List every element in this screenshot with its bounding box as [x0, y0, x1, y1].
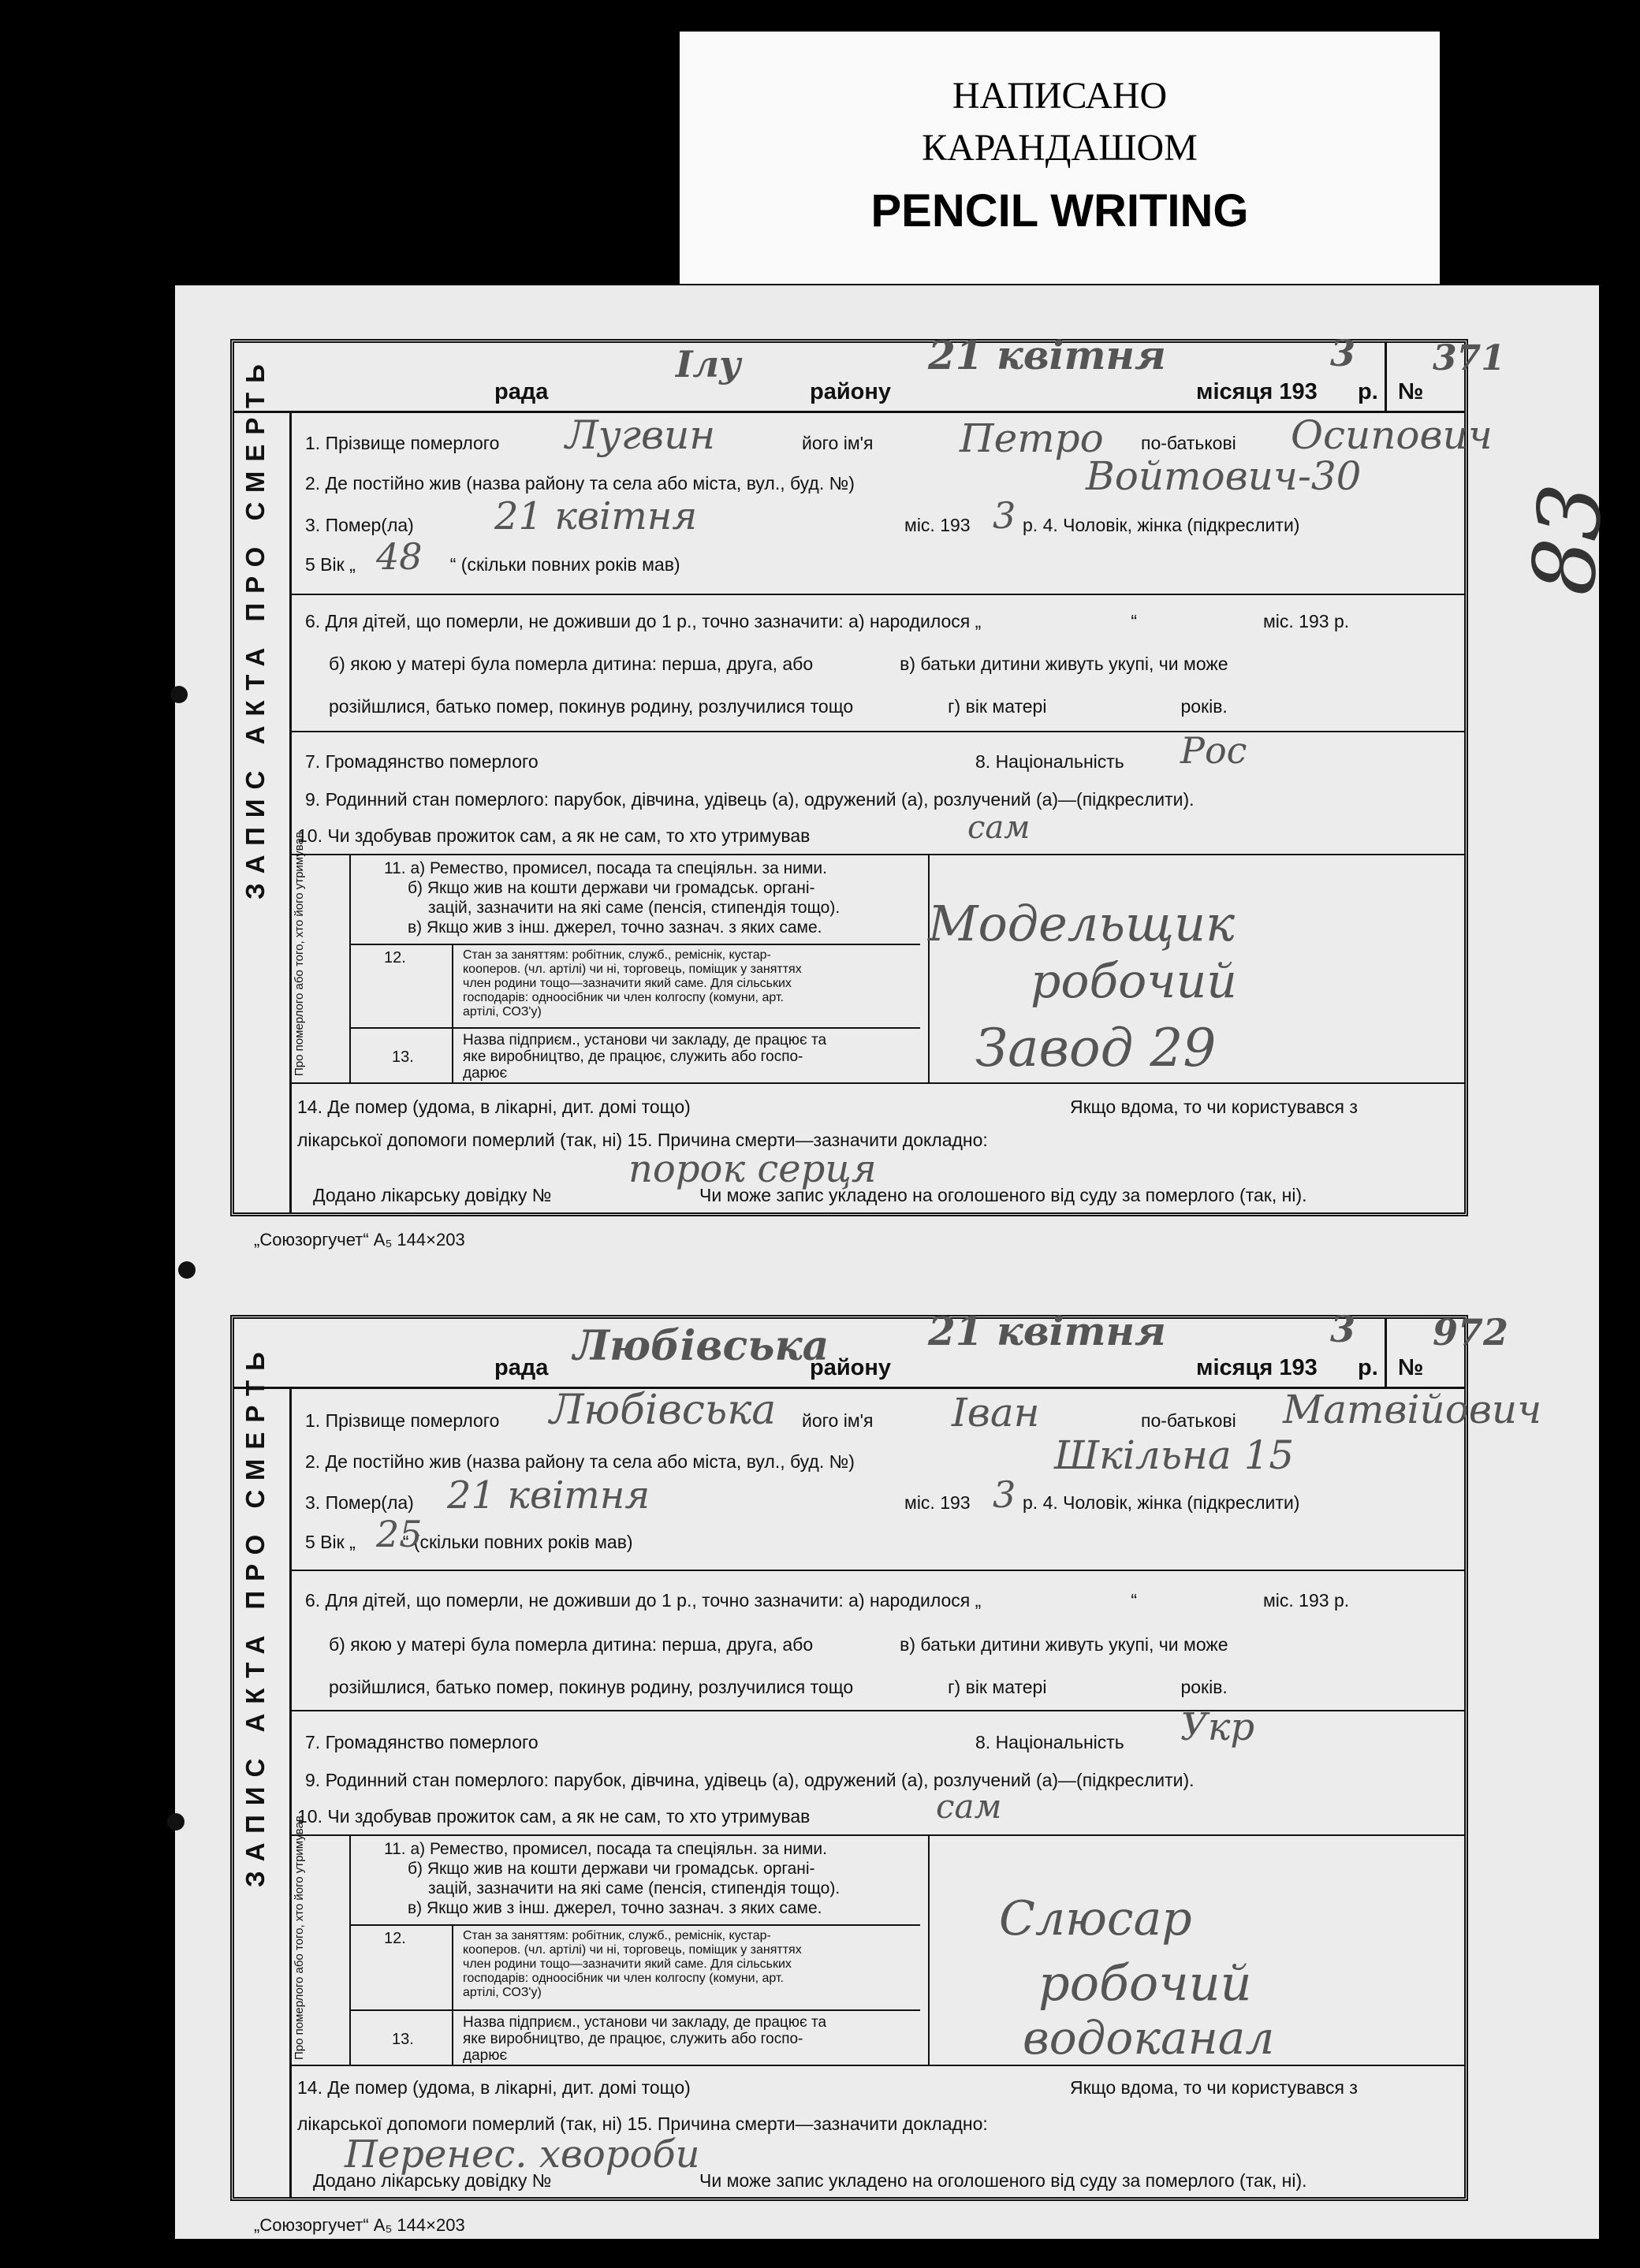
hw-year-digit: 3	[1330, 332, 1356, 374]
field-5-age-label	[305, 554, 680, 575]
hw-surname: Лугвин	[565, 412, 716, 458]
sub-divider	[349, 1834, 351, 2065]
number-label: №	[1398, 1355, 1424, 1380]
f12a: Стан за заняттям: робітник, служб., реміснік, кустар-	[463, 1929, 771, 1942]
field-1-patronymic-label: по-батькові	[1141, 433, 1236, 453]
f6c: міс. 193 р.	[1262, 611, 1350, 631]
side-bar	[234, 1343, 292, 2197]
f13a: Назва підприєм., установи чи закладу, де працює та	[463, 1032, 827, 1048]
field-2-address-label: 2. Де постійно жив (назва району та села або міста, вул., буд. №)	[305, 473, 855, 493]
field-10-support: 10. Чи здобував прожиток сам, а як не сам, то хто утримував	[297, 1806, 811, 1827]
f6h: років.	[1180, 696, 1228, 717]
hw-occupation: Слюсар	[999, 1891, 1192, 1946]
sub-divider	[349, 854, 351, 1082]
field-5-age-label	[305, 1532, 633, 1553]
hw-age: 25	[376, 1513, 423, 1555]
hw-first-name: Петро	[960, 415, 1104, 461]
f12b: кооперов. (чл. артілі) чи ні, торговець, поміщик у заняттях	[463, 963, 802, 976]
f6a: 6. Для дітей, що померли, не доживши до 1 р., точно зазначити: а) народилося „	[305, 611, 982, 631]
f13a: Назва підприєм., установи чи закладу, де працює та	[463, 2014, 827, 2031]
f13c: дарює	[463, 1065, 508, 1082]
f11a: 11. а) Ремество, промисел, посада та спеціяльн. за ними.	[384, 1840, 827, 1858]
f6e: в) батьки дитини живуть укупі, чи може	[900, 654, 1228, 674]
divider	[289, 1834, 1464, 1836]
form-header	[234, 332, 1505, 413]
f6d: б) якою у матері була померла дитина: перша, друга, або	[329, 654, 814, 674]
field-6b	[329, 654, 1228, 675]
f12d: господарів: одноосібник чи член колгоспу (комуни, арт.	[463, 991, 784, 1004]
f12a: Стан за заняттям: робітник, служб., реміснік, кустар-	[463, 948, 771, 962]
f12e: артілі, СОЗ'у)	[463, 1986, 542, 1999]
field-3-month-label: міс. 193	[904, 515, 971, 535]
hw-cause-of-death: порок серця	[628, 1147, 877, 1191]
hw-nationality: Укр	[1180, 1705, 1255, 1749]
hw-record-number: 972	[1433, 1311, 1509, 1354]
field-12-block	[463, 948, 802, 1019]
age-open: 5 Вік „	[305, 1532, 356, 1552]
field-6a	[305, 1590, 1349, 1611]
hw-status: робочий	[1038, 1954, 1252, 2012]
f13b: яке виробництво, де працює, служить або госпо-	[463, 1048, 803, 1065]
f13-num: 13.	[392, 1048, 414, 1066]
field-1-patronymic-label: по-батькові	[1141, 1410, 1236, 1431]
col-divider	[928, 1834, 930, 2065]
divider	[289, 2065, 1464, 2066]
district-label: району	[810, 379, 892, 404]
field-6c	[329, 1677, 1228, 1698]
f12-num: 12.	[384, 1930, 406, 1947]
f13c: дарює	[463, 2047, 508, 2064]
side-bar	[234, 355, 292, 1212]
f11d: в) Якщо жив з інш. джерел, точно зазнач. з яких саме.	[408, 1899, 822, 1917]
f6b: “	[1131, 1590, 1137, 1611]
punch-hole	[178, 1261, 196, 1279]
field-14-place: 14. Де помер (удома, в лікарні, дит. домі тощо)	[297, 2077, 691, 2098]
month-label: місяця 193	[1196, 379, 1318, 404]
field-3-died-label: 3. Помер(ла)	[305, 1492, 414, 1513]
field-15-cause: лікарської допомоги померлий (так, ні) 15. Причина смерти—зазначити докладно:	[297, 1130, 988, 1150]
f13b: яке виробництво, де працює, служить або госпо-	[463, 2031, 803, 2047]
field-8-nationality: 8. Національність	[975, 1732, 1124, 1752]
hw-age: 48	[376, 535, 423, 578]
f11c: зацій, зазначити на які саме (пенсія, стипендія тощо).	[428, 1879, 840, 1897]
field-2-address-label: 2. Де постійно жив (назва району та села або міста, вул., буд. №)	[305, 1451, 855, 1472]
divider	[289, 854, 1464, 855]
divider	[289, 731, 1464, 732]
pencil-writing-stamp	[680, 32, 1440, 284]
field-16-certificate: Додано лікарську довідку №	[313, 2170, 552, 2191]
field-3-died-label: 3. Помер(ла)	[305, 515, 414, 535]
age-open: 5 Вік „	[305, 554, 356, 575]
field-14-place: 14. Де помер (удома, в лікарні, дит. домі тощо)	[297, 1097, 691, 1117]
hw-support: сам	[936, 1787, 1002, 1826]
hw-workplace: Завод 29	[975, 1018, 1217, 1078]
f6f: розійшлися, батько помер, покинув родину, розлучилися тощо	[329, 696, 854, 717]
sub-side-title: Про померлого або того, хто його утримував	[293, 1816, 306, 2060]
f6a: 6. Для дітей, що померли, не доживши до 1 р., точно зазначити: а) народилося „	[305, 1590, 982, 1611]
age-close: “ (скільки повних років мав)	[402, 1532, 633, 1552]
field-1-name-label: його ім'я	[802, 433, 874, 453]
f6f: розійшлися, батько помер, покинув родину, розлучилися тощо	[329, 1677, 854, 1697]
field-4-sex-label: р. 4. Чоловік, жінка (підкреслити)	[1023, 515, 1300, 535]
hw-death-date: 21 квітня	[447, 1473, 650, 1518]
field-12-block	[463, 1929, 802, 2000]
field-4-sex-label: р. 4. Чоловік, жінка (підкреслити)	[1023, 1492, 1300, 1513]
margin-note: 83	[1512, 479, 1623, 599]
field-16-court: Чи може запис укладено на оголошеного від суду за померлого (так, ні).	[699, 2170, 1307, 2191]
divider	[289, 1570, 1464, 1571]
sub-side-title: Про померлого або того, хто його утримував	[293, 832, 306, 1076]
side-title: ЗАПИС АКТА ПРО СМЕРТЬ	[240, 355, 270, 899]
hw-death-year: 3	[993, 494, 1016, 537]
side-title: ЗАПИС АКТА ПРО СМЕРТЬ	[240, 1343, 270, 1887]
f12c: член родини тощо—зазначити який саме. Для сільських	[463, 977, 792, 990]
field-9-marital: 9. Родинний стан померлого: парубок, дівчина, удівець (а), одружений (а), розлучений (а)—(підкреслити).	[305, 1770, 1195, 1790]
divider	[289, 1710, 1464, 1711]
hw-patronymic: Осипович	[1291, 412, 1493, 458]
col-divider	[928, 854, 930, 1082]
field-16-court: Чи може запис укладено на оголошеного від суду за померлого (так, ні).	[699, 1185, 1307, 1205]
field-11-block	[384, 1839, 840, 1918]
hw-occupation: Модельщик	[928, 895, 1236, 952]
f6g: г) вік матері	[948, 1677, 1047, 1697]
hw-patronymic: Матвійович	[1283, 1387, 1542, 1432]
f13-num: 13.	[392, 2031, 414, 2048]
stamp-line-3: PENCIL WRITING	[870, 185, 1249, 236]
printer-mark: „Союзоргучет“ А₅ 144×203	[254, 2215, 465, 2235]
hw-record-number: 371	[1433, 338, 1505, 378]
field-1-surname-label: 1. Прізвище померлого	[305, 433, 500, 453]
year-suffix: р.	[1358, 379, 1378, 404]
district-label: району	[810, 1355, 892, 1380]
council-label: рада	[494, 1355, 549, 1380]
f12d: господарів: одноосібник чи член колгоспу (комуни, арт.	[463, 1972, 784, 1985]
hw-death-year: 3	[993, 1473, 1016, 1516]
month-label: місяця 193	[1196, 1355, 1318, 1380]
field-6c	[329, 696, 1228, 717]
f6c: міс. 193 р.	[1262, 1590, 1350, 1611]
divider	[349, 1027, 920, 1029]
divider	[349, 2009, 920, 2011]
hw-first-name: Іван	[952, 1390, 1040, 1436]
council-label: рада	[494, 379, 549, 404]
field-6a	[305, 611, 1349, 632]
hw-day-month: 21 квітня	[928, 1308, 1166, 1354]
divider	[349, 944, 920, 945]
f11d: в) Якщо жив з інш. джерел, точно зазнач. з яких саме.	[408, 918, 822, 937]
field-7-citizenship: 7. Громадянство померлого	[305, 751, 539, 772]
stamp-line-1: НАПИСАНО	[952, 75, 1168, 117]
f12b: кооперов. (чл. артілі) чи ні, торговець, поміщик у заняттях	[463, 1943, 802, 1957]
field-14-home: Якщо вдома, то чи користувався з	[1070, 1097, 1358, 1117]
hw-support: сам	[967, 810, 1031, 846]
field-11-block	[384, 858, 840, 937]
f11b: б) Якщо жив на кошти держави чи громадськ. органі-	[408, 879, 815, 897]
hw-status: робочий	[1031, 954, 1237, 1009]
hw-death-date: 21 квітня	[494, 494, 698, 538]
number-label: №	[1398, 379, 1424, 404]
num-divider	[452, 944, 453, 1082]
field-13-block	[463, 2014, 826, 2064]
year-suffix: р.	[1358, 1355, 1378, 1380]
f6h: років.	[1180, 1677, 1228, 1697]
printer-mark: „Союзоргучет“ А₅ 144×203	[254, 1230, 465, 1249]
hw-council: Любівська	[573, 1322, 829, 1370]
divider	[289, 1082, 1464, 1084]
form-header	[234, 1308, 1509, 1389]
divider	[289, 594, 1464, 595]
divider	[349, 1924, 920, 1926]
hw-surname: Любівська	[550, 1387, 777, 1434]
hw-workplace: водоканал	[1023, 2011, 1275, 2065]
punch-hole	[170, 686, 188, 703]
field-1-name-label: його ім'я	[802, 1410, 874, 1431]
field-16-certificate: Додано лікарську довідку №	[313, 1185, 552, 1205]
stamp-line-2: КАРАНДАШОМ	[922, 127, 1198, 169]
field-15-cause: лікарської допомоги померлий (так, ні) 15. Причина смерти—зазначити докладно:	[297, 2113, 988, 2134]
f11c: зацій, зазначити на які саме (пенсія, стипендія тощо).	[428, 899, 840, 917]
f12-num: 12.	[384, 949, 406, 966]
field-7-citizenship: 7. Громадянство померлого	[305, 1732, 539, 1752]
hw-nationality: Рос	[1180, 729, 1247, 772]
death-record-form-1	[230, 332, 1505, 1216]
f11b: б) Якщо жив на кошти держави чи громадськ. органі-	[408, 1860, 815, 1878]
f6b: “	[1131, 611, 1137, 631]
death-record-form-2	[230, 1308, 1542, 2201]
hw-cause-of-death: Перенес. хвороби	[345, 2132, 700, 2177]
f11a: 11. а) Ремество, промисел, посада та спеціяльн. за ними.	[384, 859, 827, 877]
f6g: г) вік матері	[948, 696, 1047, 717]
f6e: в) батьки дитини живуть укупі, чи може	[900, 1634, 1228, 1655]
field-3-month-label: міс. 193	[904, 1492, 971, 1513]
f12c: член родини тощо—зазначити який саме. Для сільських	[463, 1957, 792, 1971]
punch-hole	[167, 1813, 184, 1830]
field-9-marital: 9. Родинний стан померлого: парубок, дівчина, удівець (а), одружений (а), розлучений (а)—(підкреслити).	[305, 789, 1195, 810]
f12e: артілі, СОЗ'у)	[463, 1005, 542, 1019]
field-14-home: Якщо вдома, то чи користувався з	[1070, 2077, 1358, 2098]
f6d: б) якою у матері була померла дитина: перша, друга, або	[329, 1634, 814, 1655]
field-1-surname-label: 1. Прізвище померлого	[305, 1410, 500, 1431]
field-6b	[329, 1634, 1228, 1655]
hw-address: Войтович-30	[1086, 453, 1362, 499]
hw-year-digit: 3	[1330, 1308, 1356, 1350]
hw-council: Ілу	[676, 343, 741, 385]
field-10-support: 10. Чи здобував прожиток сам, а як не сам, то хто утримував	[297, 825, 811, 846]
field-8-nationality: 8. Національність	[975, 751, 1124, 772]
hw-day-month: 21 квітня	[928, 332, 1166, 378]
num-divider	[452, 1924, 453, 2065]
age-close: “ (скільки повних років мав)	[449, 554, 680, 575]
hw-address: Шкільна 15	[1054, 1432, 1295, 1478]
field-13-block	[463, 1032, 826, 1082]
